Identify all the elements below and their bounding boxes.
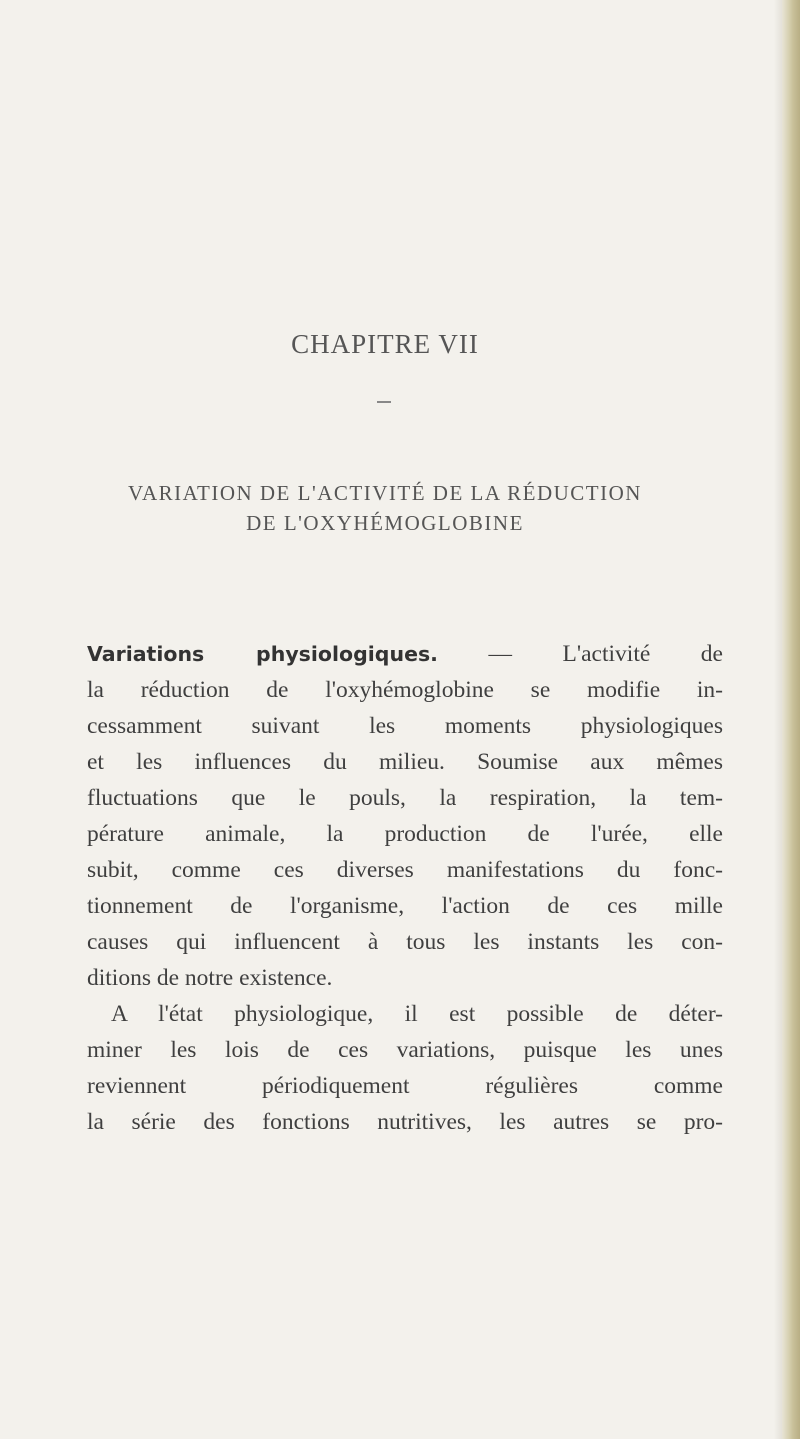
chapter-separator-dash — [377, 401, 391, 403]
paragraph-line: miner les lois de ces variations, puisque les unes — [87, 1037, 723, 1063]
paragraph-line-text: — L'activité de — [437, 641, 723, 667]
paragraph-line: tionnement de l'organisme, l'action de ces mille — [87, 893, 723, 919]
paragraph-line: A l'état physiologique, il est possible de déter- — [111, 1001, 723, 1027]
page-edge — [782, 0, 800, 1439]
paragraph-line: pérature animale, la production de l'urée, elle — [87, 821, 723, 847]
paragraph-line: subit, comme ces diverses manifestations du fonc- — [87, 857, 723, 883]
body-text — [87, 636, 723, 1140]
paragraph-line: ditions de notre existence. — [87, 965, 333, 991]
paragraph-line: la réduction de l'oxyhémoglobine se modifie in- — [87, 677, 723, 703]
paragraph-line: causes qui influencent à tous les instants les con- — [87, 929, 723, 955]
run-in-heading: Variations physiologiques. — [87, 642, 438, 666]
paragraph-line: fluctuations que le pouls, la respiration, la tem- — [87, 785, 723, 811]
paragraph-line: et les influences du milieu. Soumise aux mêmes — [87, 749, 723, 775]
page-edge-shadow — [774, 0, 782, 1439]
section-title — [40, 478, 730, 538]
chapter-title: CHAPITRE VII — [291, 329, 479, 359]
paragraph-line: la série des fonctions nutritives, les autres se pro- — [87, 1109, 723, 1135]
section-title-line-1: VARIATION DE L'ACTIVITÉ DE LA RÉDUCTION — [128, 481, 642, 505]
paragraph-line: reviennent périodiquement régulières comme — [87, 1073, 723, 1099]
section-title-line-2: DE L'OXYHÉMOGLOBINE — [246, 511, 524, 535]
paragraph-line: cessamment suivant les moments physiologiques — [87, 713, 723, 739]
paragraph-line — [87, 636, 723, 672]
